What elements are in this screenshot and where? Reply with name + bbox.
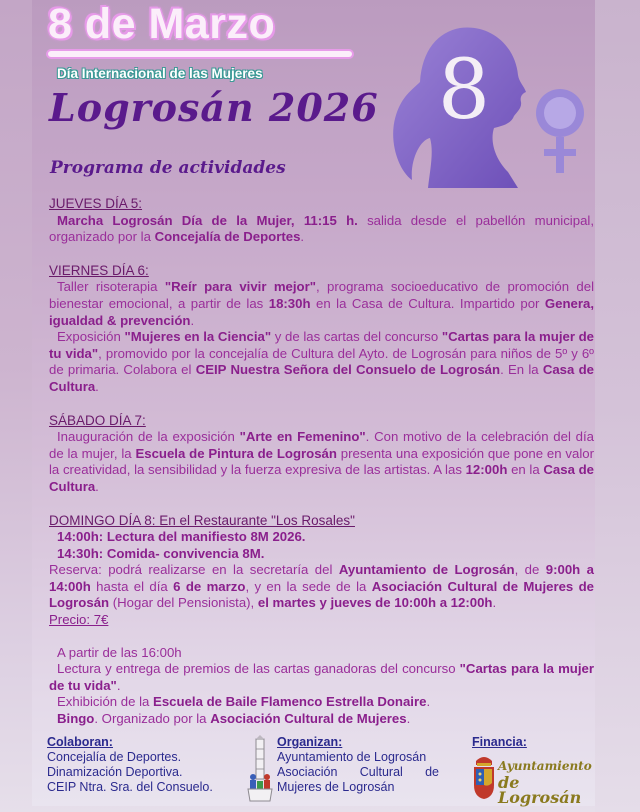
bold-text: CEIP Nuestra Señora del Consuelo de Logrosán xyxy=(195,362,501,378)
text: , promovido por la concejalía de Cultura del Ayto. de Logrosán para niños de 5º y 6º de primaria. Colabora el xyxy=(49,345,594,378)
sunday-manifesto: 14:00h: Lectura del manifiesto 8M 2026. xyxy=(57,529,306,545)
text: . En la xyxy=(500,362,543,378)
text: Reserva: podrá realizarse en la secretaría del xyxy=(49,562,339,578)
section-sunday xyxy=(49,512,594,728)
text: . xyxy=(95,378,99,394)
bold-text: Asociación Cultural de Mujeres de Logrosán xyxy=(49,578,594,611)
bold-text: 6 de marzo xyxy=(173,578,246,594)
association-logo-icon xyxy=(245,735,275,805)
poster-title: 8 de Marzo xyxy=(48,0,276,48)
bold-text: "Arte en Femenino" xyxy=(239,429,366,445)
text: Taller risoterapia xyxy=(57,279,165,295)
thursday-activity xyxy=(49,213,594,246)
text: , de xyxy=(514,562,546,578)
collaborator-item: CEIP Ntra. Sra. del Consuelo. xyxy=(47,780,213,794)
day-heading-thursday: JUEVES DÍA 5: xyxy=(49,196,143,211)
venus-symbol-icon xyxy=(530,85,590,175)
sponsors-footer xyxy=(47,735,592,805)
town-year-heading: Logrosán 2026 xyxy=(49,85,379,130)
town-hall-logo xyxy=(472,755,592,807)
text: . xyxy=(492,595,497,611)
coat-of-arms-icon xyxy=(472,755,496,799)
bold-text: "Cartas para la mujer de tu vida" xyxy=(49,329,595,361)
text: y de las cartas del concurso xyxy=(271,329,442,345)
sunday-reservation xyxy=(49,562,594,612)
text: Inauguración de la exposición xyxy=(57,429,240,445)
friday-activity-1 xyxy=(49,279,594,329)
text: . Con motivo de la celebración del día de la mujer, la xyxy=(49,429,595,461)
bold-text: 12:00h xyxy=(465,462,508,478)
spacer xyxy=(49,629,594,645)
text: . xyxy=(116,677,121,693)
collaborator-item: Dinamización Deportiva. xyxy=(47,765,183,779)
text: . xyxy=(95,478,99,494)
bold-text: Casa de Cultura xyxy=(49,462,594,494)
funding-heading: Financia: xyxy=(472,735,527,749)
text: . xyxy=(426,694,431,710)
poster-subtitle: Día Internacional de las Mujeres xyxy=(57,66,263,81)
bold-text: Marcha Logrosán Día de la Mujer, 11:15 h. xyxy=(57,212,358,228)
bold-text: "Mujeres en la Ciencia" xyxy=(124,329,272,345)
friday-activity-2 xyxy=(49,329,594,395)
bold-text: Casa de Cultura xyxy=(49,362,594,394)
bold-text: Asociación Cultural de Mujeres xyxy=(210,711,407,727)
text: hasta el día xyxy=(90,578,174,594)
bold-text: "Cartas para la mujer de tu vida" xyxy=(49,661,594,693)
text: Exhibición de la xyxy=(57,694,154,710)
section-friday xyxy=(49,262,594,396)
program-title: Programa de actividades xyxy=(50,158,286,178)
bold-text: 18:30h xyxy=(268,295,311,311)
afternoon-bingo xyxy=(49,711,594,728)
bold-text: Bingo xyxy=(57,711,95,727)
text: . xyxy=(406,711,411,727)
section-thursday xyxy=(49,195,594,246)
afternoon-start: A partir de las 16:00h xyxy=(57,644,182,660)
text: , y en la sede de la xyxy=(245,578,372,594)
bold-text: Concejalía de Deportes xyxy=(154,229,301,245)
funding-column xyxy=(472,735,592,750)
bold-text: Genera, igualdad & prevención xyxy=(49,295,595,328)
text: Lectura y entrega de premios de las cartas ganadoras del concurso xyxy=(57,661,460,677)
bold-text: el martes y jueves de 10:00h a 12:00h xyxy=(257,595,493,611)
logo-text-line1: Ayuntamiento xyxy=(498,759,592,773)
bold-text: Escuela de Pintura de Logrosán xyxy=(135,445,337,461)
text: , programa socioeducativo de promoción del bienestar emocional, a partir de las xyxy=(49,279,594,311)
afternoon-flamenco xyxy=(49,694,594,711)
svg-text:8: 8 xyxy=(437,43,491,138)
day-heading-friday: VIERNES DÍA 6: xyxy=(49,262,149,278)
bold-text: 9:00h a 14:00h xyxy=(49,562,594,594)
price-label: Precio: 7€ xyxy=(49,612,109,628)
collaborators-column xyxy=(47,735,237,795)
text: presenta una exposición que pone en valor la creatividad, la sensibilidad y la fuerza expresiva de las artistas. A las xyxy=(49,445,595,478)
text: (Hogar del Pensionista), xyxy=(109,595,258,611)
text: Exposición xyxy=(57,329,125,345)
logo-text-line2: de Logrosán xyxy=(498,773,582,807)
woman-silhouette-icon xyxy=(390,20,540,190)
background-strip xyxy=(595,0,640,812)
organizer-item: Ayuntamiento de Logrosán xyxy=(277,750,427,764)
title-underline xyxy=(48,51,352,57)
bold-text: Escuela de Baile Flamenco Estrella Donaire xyxy=(153,694,427,710)
organizer-item: Asociación Cultural de Mujeres de Logrosán xyxy=(277,765,439,794)
organizers-column xyxy=(277,735,439,795)
text: salida desde el pabellón municipal, organizado por la xyxy=(49,212,594,245)
day-heading-sunday: DOMINGO DÍA 8: En el Restaurante "Los Rosales" xyxy=(49,512,355,528)
collaborator-item: Concejalía de Deportes. xyxy=(47,750,182,764)
text: en la xyxy=(507,462,544,478)
program-content xyxy=(49,195,594,744)
saturday-activity xyxy=(49,429,594,495)
bold-text: "Reír para vivir mejor" xyxy=(164,279,316,295)
text: . xyxy=(190,312,195,328)
collaborators-heading: Colaboran: xyxy=(47,735,113,749)
organizers-heading: Organizan: xyxy=(277,735,343,749)
text: . xyxy=(300,229,305,245)
section-saturday xyxy=(49,412,594,496)
text: . Organizado por la xyxy=(94,711,211,727)
sunday-lunch: 14:30h: Comida- convivencia 8M. xyxy=(57,545,265,561)
text: en la Casa de Cultura. Impartido por xyxy=(310,295,545,311)
afternoon-awards xyxy=(49,661,594,694)
bold-text: Ayuntamiento de Logrosán xyxy=(338,562,515,578)
day-heading-saturday: SÁBADO DÍA 7: xyxy=(49,412,146,428)
